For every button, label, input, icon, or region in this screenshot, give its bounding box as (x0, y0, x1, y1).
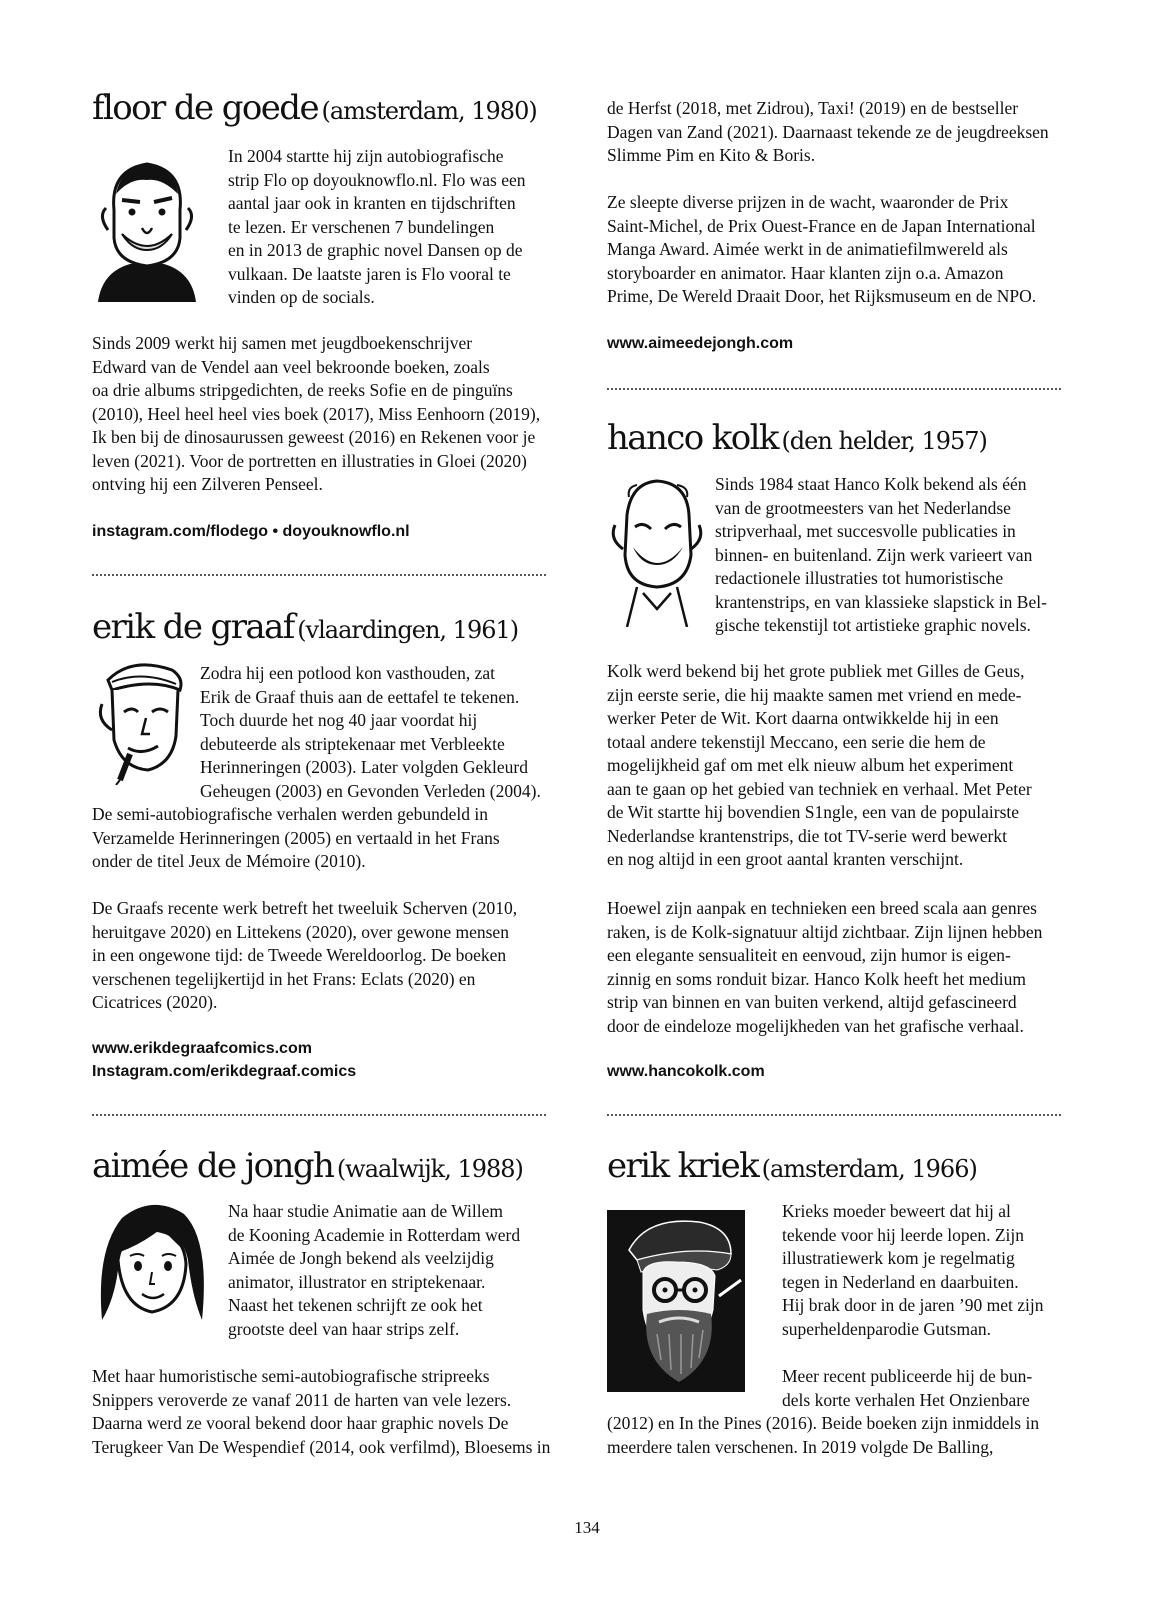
artist-name: floor de goede (92, 88, 318, 128)
text-line: zijn eerste serie, die hij maakte samen met vriend en mede- (607, 684, 1022, 705)
text-line: door de eindeloze mogelijkheden van het grafische verhaal. (607, 1015, 1024, 1036)
text-line: binnen- en buitenland. Zijn werk varieert van (715, 544, 1033, 565)
artist-intro (228, 145, 526, 310)
text-line: superheldenparodie Gutsman. (782, 1318, 991, 1339)
text-line: De semi-autobiografische verhalen werden gebundeld in (92, 804, 489, 824)
text-line: Meer recent publiceerde hij de bun- (782, 1366, 1033, 1386)
text-line: aantal jaar ook in kranten en tijdschriften (228, 193, 516, 213)
artist-name: aimée de jongh (92, 1146, 334, 1186)
artist-origin: (den helder, 1957) (781, 427, 987, 455)
website-link[interactable]: www.aimeedejongh.com (607, 335, 794, 352)
text-line: oa drie albums stripgedichten, de reeks Sofie en de pinguïns (92, 380, 513, 400)
artist-intro-continued (92, 803, 500, 874)
text-line: Verzamelde Herinneringen (2005) en vertaald in het Frans (92, 827, 500, 848)
text-line: (2012) en In the Pines (2016). Beide boeken zijn inmiddels in (607, 1413, 1040, 1433)
aimee-de-jongh-portrait-image (92, 1200, 210, 1330)
text-line: Kolk werd bekend bij het grote publiek met Gilles de Geus, (607, 661, 1025, 681)
artist-name: erik kriek (607, 1146, 759, 1186)
artist-body-continued (607, 97, 1049, 168)
website-link[interactable]: www.hancokolk.com (607, 1063, 765, 1080)
text-line: Ik ben bij de dinosaurussen geweest (2016) en Rekenen voor je (92, 427, 536, 447)
artist-body (782, 1365, 1032, 1412)
text-line: Terugkeer Van De Wespendief (2014, ook verfilmd), Bloesems in (92, 1436, 551, 1457)
text-line: een elegante sensualiteit en eenvoud, zijn humor is eigen- (607, 945, 1011, 965)
artist-intro (200, 662, 541, 803)
text-line: en nog altijd in een groot aantal kranten verschijnt. (607, 849, 964, 869)
website-link[interactable]: instagram.com/flodego • doyouknowflo.nl (92, 523, 410, 540)
artist-links[interactable] (92, 520, 410, 543)
section-divider (607, 388, 1061, 390)
text-line: de Kooning Academie in Rotterdam werd (228, 1224, 521, 1245)
instagram-link[interactable]: Instagram.com/erikdegraaf.comics (92, 1063, 357, 1080)
artist-heading-hanco-kolk (607, 418, 987, 458)
text-line: debuteerde als striptekenaar met Verbleekte (200, 733, 505, 754)
text-line: meerdere talen verschenen. In 2019 volgde De Balling, (607, 1436, 994, 1457)
text-line: heruitgave 2020) en Littekens (2020), over gewone mensen (92, 921, 509, 942)
text-line: strip van binnen en van buiten verkend, altijd gefascineerd (607, 992, 1017, 1012)
text-line: tegen in Nederland en daarbuiten. (782, 1271, 1019, 1292)
artist-body (92, 1365, 550, 1459)
text-line: ontving hij een Zilveren Penseel. (92, 474, 323, 494)
text-line: werker Peter de Wit. Kort daarna ontwikkelde hij in een (607, 708, 999, 728)
text-line: zinnig en soms ronduit bizar. Hanco Kolk heeft het medium (607, 968, 1026, 989)
text-line: aan te gaan op het gebied van techniek en verhaal. Met Peter (607, 778, 1032, 799)
artist-origin: (vlaardingen, 1961) (297, 616, 519, 644)
artist-body-continued (607, 1412, 1039, 1459)
section-divider (92, 574, 546, 576)
text-line: de Wit startte hij bovendien S1ngle, een van de populairste (607, 802, 1020, 822)
text-line: dels korte verhalen Het Onzienbare (782, 1389, 1030, 1410)
artist-body-2 (607, 897, 1042, 1038)
text-line: strip Flo op doyouknowflo.nl. Flo was een (228, 169, 526, 190)
erik-kriek-portrait-image (607, 1210, 745, 1392)
website-link[interactable]: www.erikdegraafcomics.com (92, 1040, 312, 1057)
hanco-kolk-portrait-image (607, 475, 707, 627)
artist-body-2 (607, 191, 1036, 309)
text-line: tekende voor hij leerde lopen. Zijn (782, 1224, 1025, 1245)
text-line: van de grootmeesters van het Nederlandse (715, 497, 1011, 518)
text-line: Sinds 1984 staat Hanco Kolk bekend als één (715, 474, 1027, 494)
text-line: Nederlandse krantenstrips, die tot TV-serie werd bewerkt (607, 825, 1007, 846)
artist-intro (228, 1200, 520, 1341)
text-line: stripverhaal, met succesvolle publicaties in (715, 521, 1016, 541)
text-line: Prime, De Wereld Draait Door, het Rijksmuseum en de NPO. (607, 286, 1037, 306)
text-line: krantenstrips, en van klassieke slapstick in Bel- (715, 591, 1047, 612)
text-line: en in 2013 de graphic novel Dansen op de (228, 240, 523, 260)
text-line: onder de titel Jeux de Mémoire (2010). (92, 851, 366, 871)
artist-intro (782, 1200, 1043, 1341)
text-line: storyboarder en animator. Haar klanten zijn o.a. Amazon (607, 262, 1004, 283)
artist-links[interactable] (92, 1037, 356, 1083)
text-line: te lezen. Er verschenen 7 bundelingen (228, 216, 495, 237)
text-line: Geheugen (2003) en Gevonden Verleden (2004). (200, 780, 541, 801)
text-line: Hoewel zijn aanpak en technieken een breed scala aan genres (607, 898, 1037, 918)
text-line: Ze sleepte diverse prijzen in de wacht, waaronder de Prix (607, 192, 1009, 212)
artist-origin: (waalwijk, 1988) (336, 1155, 523, 1183)
artist-name: erik de graaf (92, 607, 294, 647)
text-line: Hij brak door in de jaren ’90 met zijn (782, 1295, 1044, 1315)
text-line: Dagen van Zand (2021). Daarnaast tekende ze de jeugdreeksen (607, 121, 1049, 142)
artist-heading-floor-de-goede (92, 88, 537, 128)
text-line: Naast het tekenen schrijft ze ook het (228, 1295, 483, 1315)
text-line: Snippers veroverde ze vanaf 2011 de harten van vele lezers. (92, 1389, 512, 1410)
text-line: Toch duurde het nog 40 jaar voordat hij (200, 710, 478, 730)
text-line: animator, illustrator en striptekenaar. (228, 1271, 486, 1292)
text-line: verschenen tegelijkertijd in het Frans: Eclats (2020) en (92, 968, 476, 989)
text-line: In 2004 startte hij zijn autobiografische (228, 146, 504, 166)
floor-de-goede-portrait-image (92, 150, 202, 302)
text-line: Manga Award. Aimée werkt in de animatiefilmwereld als (607, 239, 1008, 259)
text-line: De Graafs recente werk betreft het tweeluik Scherven (2010, (92, 898, 518, 918)
text-line: illustratiewerk kom je regelmatig (782, 1248, 1015, 1268)
artist-heading-aimee-de-jongh (92, 1146, 523, 1186)
artist-links[interactable] (607, 332, 793, 355)
text-line: gische tekenstijl tot artistieke graphic novels. (715, 615, 1031, 635)
text-line: vinden op de socials. (228, 287, 375, 307)
text-line: Zodra hij een potlood kon vasthouden, zat (200, 663, 495, 683)
page-number: 134 (574, 1518, 600, 1537)
text-line: Saint-Michel, de Prix Ouest-France en de Japan International (607, 215, 1036, 236)
text-line: mogelijkheid gaf om met elk nieuw album het experiment (607, 755, 1014, 775)
artist-origin: (amsterdam, 1966) (761, 1155, 977, 1183)
text-line: leven (2021). Voor de portretten en illustraties in Gloei (2020) (92, 450, 527, 471)
text-line: Aimée de Jongh bekend als veelzijdig (228, 1248, 494, 1268)
artist-name: hanco kolk (607, 418, 778, 458)
section-divider (92, 1114, 546, 1116)
artist-heading-erik-kriek (607, 1146, 977, 1186)
text-line: Daarna werd ze vooral bekend door haar graphic novels De (92, 1413, 509, 1433)
text-line: Met haar humoristische semi-autobiografische stripreeks (92, 1366, 490, 1386)
text-line: redactionele illustraties tot humoristische (715, 568, 1004, 588)
text-line: in een ongewone tijd: de Tweede Wereldoorlog. De boeken (92, 945, 507, 965)
text-line: raken, is de Kolk-signatuur altijd zichtbaar. Zijn lijnen hebben (607, 921, 1043, 942)
artist-body (92, 332, 540, 497)
text-line: Krieks moeder beweert dat hij al (782, 1201, 1011, 1221)
erik-de-graaf-portrait-image (92, 660, 192, 785)
text-line: grootste deel van haar strips zelf. (228, 1318, 460, 1339)
text-line: Sinds 2009 werkt hij samen met jeugdboekenschrijver (92, 333, 473, 353)
text-line: Na haar studie Animatie aan de Willem (228, 1201, 503, 1221)
artist-origin: (amsterdam, 1980) (321, 97, 537, 125)
text-line: Edward van de Vendel aan veel bekroonde boeken, zoals (92, 356, 490, 377)
artist-intro (715, 473, 1047, 638)
artist-body (607, 660, 1032, 872)
text-line: vulkaan. De laatste jaren is Flo vooral te (228, 263, 511, 284)
text-line: totaal andere tekenstijl Meccano, een serie die hem de (607, 731, 986, 752)
text-line: Herinneringen (2003). Later volgden Gekleurd (200, 757, 529, 777)
text-line: Slimme Pim en Kito & Boris. (607, 145, 816, 165)
text-line: Cicatrices (2020). (92, 992, 218, 1012)
artist-body (92, 897, 517, 1015)
text-line: (2010), Heel heel heel vies boek (2017), Miss Eenhoorn (2019), (92, 403, 541, 424)
artist-heading-erik-de-graaf (92, 607, 518, 647)
section-divider (607, 1114, 1061, 1116)
text-line: Erik de Graaf thuis aan de eettafel te tekenen. (200, 686, 520, 707)
artist-links[interactable] (607, 1060, 765, 1083)
text-line: de Herfst (2018, met Zidrou), Taxi! (2019) en de bestseller (607, 98, 1019, 118)
